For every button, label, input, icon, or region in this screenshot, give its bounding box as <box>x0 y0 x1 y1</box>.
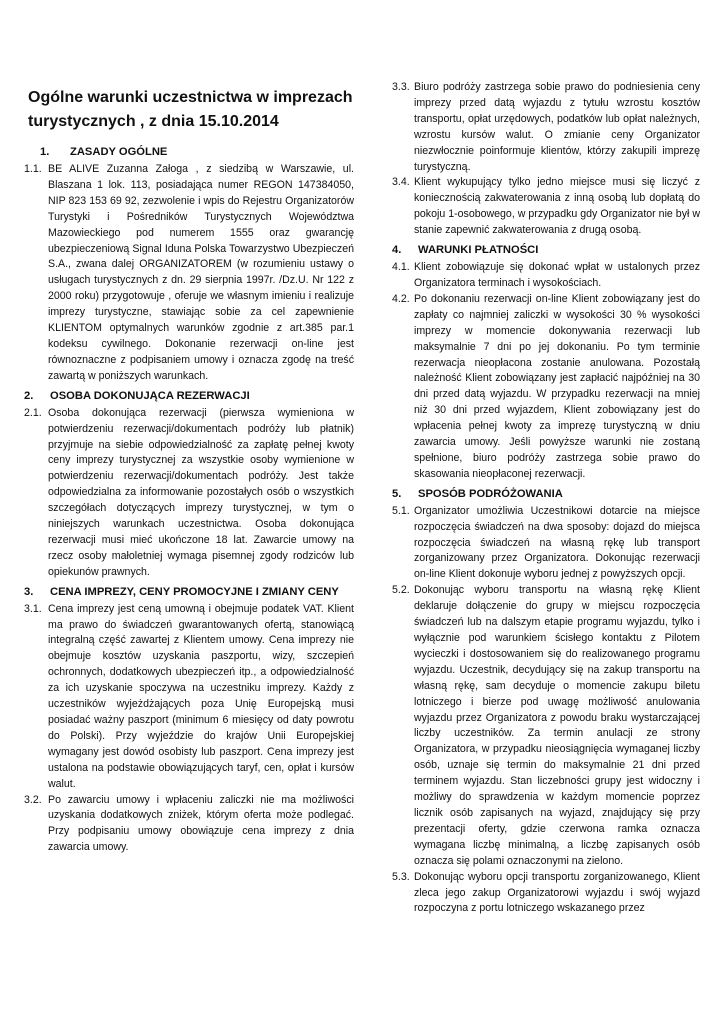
section-label: OSOBA DOKONUJĄCA REZERWACJI <box>50 389 250 402</box>
clause-text: Osoba dokonująca rezerwacji (pierwsza wymieniona w potwierdzeniu rezerwacji/dokumentach podróży lub płatnik) przyjmuje na siebie odpowiedzialność za zapłatę pełnej kwoty ceny imprezy turystycznej za wszystkie osoby wymienione w potwierdzeniu rezerwacji/dokumentach podróży. Jest także odpowiedzialna za informowanie pozostałych osób o wszystkich szczegółach dotyczących imprezy turystycznej, w tym o niniejszych warunkach uczestnictwa. Osoba dokonująca rezerwacji musi mieć ukończone 18 lat. Zawarcie umowy na rzecz osoby małoletniej wymaga pisemnej zgody rodziców lub opiekunów prawnych. <box>48 406 354 578</box>
clause-number: 3.2. <box>24 793 42 806</box>
clause-number: 3.3. <box>392 81 410 93</box>
clause-text: Po zawarciu umowy i wpłaceniu zaliczki nie ma możliwości uzyskania dodatkowych zniżek, którym oferta może podlegać. Przy podpisaniu umowy obowiązuje cena imprezy z dnia zawarcia umowy. <box>48 793 354 854</box>
clause-text: Biuro podróży zastrzega sobie prawo do podniesienia ceny imprezy przed datą wyjazdu z tytułu wzrostu kosztów transportu, opłat urzędowych, podatków lub opłat należnych, wzrostu kursów walut. O zmianie ceny Organizator niezwłocznie poinformuje klientów, którzy zakupili imprezę turystyczną. <box>414 81 700 173</box>
clause-text: Dokonując wyboru transportu na własną rękę Klient deklaruje dołączenie do grupy w miejscu rozpoczęcia świadczeń lub na dalszym etapie programu wyjazdu, tylko i wyłącznie pod warunkiem ścisłego kontaktu z Pilotem wycieczki i dostosowaniem się do realizowanego programu wyjazdu. Uczestnik, decydujący się na zakup transportu na własną rękę, sam decyduje o momencie zakupu biletu lotniczego i bierze pod uwagę możliwość anulowania wyjazdu przez Organizatora z powodu braku wystarczającej liczby uczestników. Za termin anulacji ze strony Organizatora, w przypadku nieosiągnięcia wymaganej liczby osób, uznaje się termin do maksymalnie 21 dni przed terminem wyjazdu. Stan liczebności grupy jest widoczny i możliwy do sprawdzenia w każdym momencie poprzez licznik osób zapisanych na wyjazd, znajdujący się przy prezentacji oferty, gdzie czerwona ramka oznacza wymagana liczbę minimalną, a liczbę zapisanych osób oznacza się polami oznaczonymi na zielono. <box>414 584 700 867</box>
clause-text: Klient wykupujący tylko jedno miejsce musi się liczyć z koniecznością zakwaterowania z inną osobą lub dopłatą do pokoju 1-osobowego, w przypadku gdy Organizator nie był w stanie zapewnić zakwaterowania z drugą osobą. <box>414 176 700 237</box>
section-label: CENA IMPREZY, CENY PROMOCYJNE I ZMIANY CENY <box>50 585 339 598</box>
left-column <box>24 80 354 856</box>
clause-item <box>392 870 700 918</box>
clause-number: 2.1. <box>24 406 42 419</box>
clause-item <box>392 292 700 483</box>
clause-number: 4.1. <box>392 261 410 274</box>
clause-text: Organizator umożliwia Uczestnikowi dotarcie na miejsce rozpoczęcia świadczeń na dwa sposoby: dojazd do miejsca rozpoczęcia świadczeń na własną rękę lub transport zorganizowany przez Organizatora. Dokonując rezerwacji on-line Klient dokonuje wyboru jednej z powyższych opcji. <box>414 504 700 581</box>
section-label: ZASADY OGÓLNE <box>70 146 168 158</box>
section-heading <box>392 242 700 258</box>
section-heading <box>24 388 354 404</box>
clause-number: 1.1. <box>24 163 42 175</box>
clause-item <box>392 260 700 292</box>
clause-item <box>392 80 700 175</box>
clause-item <box>392 583 700 869</box>
right-column <box>392 80 700 917</box>
clause-text: Dokonując wyboru opcji transportu zorganizowanego, Klient zleca jego zakup Organizatorowi wyjazdu i swój wyjazd rozpoczyna z portu lotniczego wskazanego przez <box>414 870 700 915</box>
section-heading <box>24 144 354 160</box>
document-title: Ogólne warunki uczestnictwa w imprezach turystycznych , z dnia 15.10.2014 <box>28 89 353 130</box>
section-number: 4. <box>392 244 402 257</box>
section-heading <box>24 584 354 600</box>
clause-item <box>24 162 354 385</box>
section-heading <box>392 486 700 502</box>
clause-item <box>24 793 354 857</box>
clause-item <box>24 602 354 793</box>
clause-item <box>392 504 700 584</box>
section-number: 5. <box>392 487 402 500</box>
clause-item <box>392 175 700 239</box>
clause-number: 5.1. <box>392 504 410 517</box>
clause-number: 3.4. <box>392 176 410 189</box>
section-number: 1. <box>40 146 50 158</box>
clause-number: 4.2. <box>392 292 410 305</box>
section-label: WARUNKI PŁATNOŚCI <box>418 244 539 257</box>
clause-text: Po dokonaniu rezerwacji on-line Klient zobowiązany jest do zapłaty co najmniej zaliczki w wysokości 30 % wysokości imprezy w momencie dokonywania rezerwacji lub maksymalnie 7 dni po jej dokonaniu. Po tym terminie rezerwacja nieopłacona zostanie anulowana. Pozostałą należność Klient zobowiązany jest zapłacić najpóźniej na 30 dni przed datą wyjazdu. W przypadku rezerwacji na mniej niż 30 dni przed wyjazdem, Klient zobowiązany jest do wpłacenia pełnej kwoty za imprezę turystyczną w dniu zawarcia umowy. Jeśli powyższe warunki nie zostaną spełnione, biuro podróży zastrzega sobie prawo do skasowania nieopłaconej rezerwacji. <box>414 292 700 480</box>
section-label: SPOSÓB PODRÓŻOWANIA <box>418 487 563 500</box>
section-number: 2. <box>24 389 34 402</box>
clause-item <box>24 406 354 581</box>
clause-number: 3.1. <box>24 602 42 615</box>
clause-text: Klient zobowiązuje się dokonać wpłat w ustalonych przez Organizatora terminach i wysokościach. <box>414 261 700 289</box>
clause-number: 5.2. <box>392 584 410 597</box>
clause-number: 5.3. <box>392 870 410 883</box>
clause-text: BE ALIVE Zuzanna Załoga , z siedzibą w Warszawie, ul. Blaszana 1 lok. 113, posiadająca numer REGON 147384050, NIP 823 153 69 92, zezwolenie i wpis do Rejestru Organizatorów Turystyki i Pośredników Turystycznych Województwa Mazowieckiego pod numerem 1555 oraz gwarancję ubezpieczeniową Signal Iduna Polska Towarzystwo Ubezpieczeń S.A., zwana dalej ORGANIZATOREM (w rozumieniu ustawy o usługach turystycznych z dn. 29 sierpnia 1997r. /Dz.U. Nr 122 z 2000 roku) przygotowuje , oferuje we własnym imieniu i realizuje imprezy turystyczne, stawiając sobie za cel zapewnienie KLIENTOM optymalnych warunków zgodnie z art.385 par.1 kodeksu cywilnego. Dokonanie rezerwacji on-line jest równoznaczne z podpisaniem umowy i oznacza zgodę na treść zawartą w poniższych warunkach. <box>48 163 354 382</box>
clause-text: Cena imprezy jest ceną umowną i obejmuje podatek VAT. Klient ma prawo do świadczeń gwarantowanych ofertą, stanowiącą integralną część zawartej z Klientem umowy. Cena imprezy nie obejmuje kosztów uzyskania paszportu, wizy, szczepień ochronnych, dodatkowych ubezpieczeń itp., a odpowiedzialność za ich uzyskanie spoczywa na uczestniku imprezy. Każdy z uczestników wyjeżdżających poza Unię Europejską musi posiadać ważny paszport (minimum 6 miesięcy od daty powrotu do Polski). Przy wyjeździe do krajów Unii Europejskiej wymagany jest dowód osobisty lub paszport. Cena imprezy jest ustalona na podstawie obowiązujących taryf, cen, opłat i kursów walut. <box>48 602 354 790</box>
section-number: 3. <box>24 585 34 598</box>
